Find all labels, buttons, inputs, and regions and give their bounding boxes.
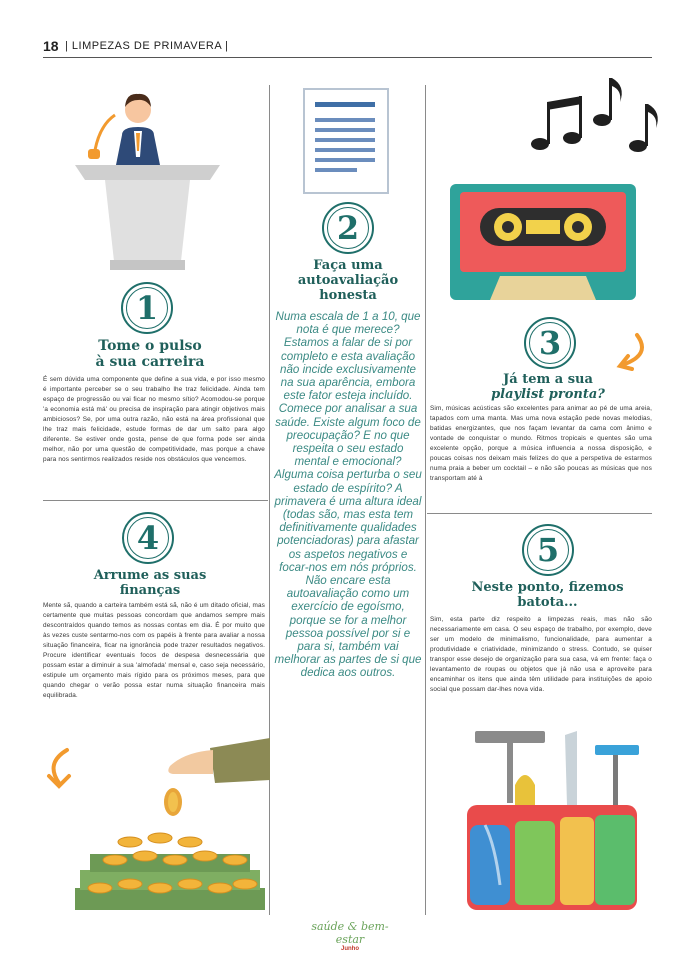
orange-arrow-icon xyxy=(612,330,652,375)
money-hand-illustration xyxy=(45,738,270,913)
section-2-body: Numa escala de 1 a 10, que nota é que merece? Estamos a falar de si por completo e esta avaliação não incide exclusivamente na sua aparência, embora este fator esteja incluído. Comece por analisar a sua saúde. Existe algum foco de preocupação? E no que respeita o seu estado mental e emocional? Alguma coisa perturba o seu estado de espírito? A primavera é uma altura ideal (todas são, mas esta tem definitivamente qualidades potenciadoras) para afastar os aspetos negativos e focar-nos em nós próprios. Não encare esta autoavaliação como um exercício de egoísmo, porque se for a melhor pessoa possível por si e para si, também vai melhorar as partes de si que dedica aos outros. xyxy=(274,310,422,680)
section-5-title-line1: Neste ponto, fizemos xyxy=(471,580,624,595)
section-2-title-line3: honesta xyxy=(319,288,377,303)
page-header xyxy=(43,38,652,58)
number-3-badge: 3 xyxy=(524,317,576,369)
section-1-title-line1: Tome o pulso xyxy=(98,338,202,354)
section-4-title-line2: finanças xyxy=(119,583,181,598)
section-5-body: Sim, esta parte diz respeito a limpezas reais, mas não são necessariamente em casa. O seu espaço de trabalho, por exemplo, deve ser um modelo de minimalismo, funcionalidade, para aumentar a produtividade e criatividade, minimizando o stress. Contudo, se quiser transpor esse desejo de organização para sua casa, vá em frente: faça o levantamento de roupas ou objetos que já não usa e aproveite para encaminhar os itens que ainda têm utilidade para instituições de apoio social que possam dar-lhes nova vida. xyxy=(430,616,652,693)
speaker-podium-illustration xyxy=(70,85,220,275)
section-title: | LIMPEZAS DE PRIMAVERA | xyxy=(65,40,229,52)
document-icon xyxy=(303,88,393,198)
section-2-title-line2: autoavaliação xyxy=(297,273,399,288)
page-number: 18 xyxy=(43,38,59,54)
number-2-badge: 2 xyxy=(322,202,374,254)
footer-sub: Junho xyxy=(341,946,359,952)
number-5-badge: 5 xyxy=(522,524,574,576)
footer-brand: saúde & bem-estar xyxy=(311,920,389,946)
cleaning-supplies-illustration xyxy=(455,725,645,915)
section-3-body: Sim, músicas acústicas são excelentes para animar ao pé de uma areia, tapados com uma manta. Mas uma nova estação pede novas melodias, batidas energizantes, que nos façam levantar da cama com ânimo e vontade de conquistar o mundo. Ritmos tropicais e quentes são uma excelente opção, porque a música influencia a nossa disposição, e poucas coisas nos deixam mais felizes do que a perspetiva de estarmos numa praia a beber um cocktail – e não são poucas as músicas que nos transportam até à xyxy=(430,405,652,482)
footer-logo xyxy=(300,920,400,952)
section-4-body: Mente sã, quando a carteira também está sã, não é um ditado oficial, mas certamente que muitas pessoas concordam que andamos sempre mais descontraídos quando temos as nossas contas em dia. É por muito que às vezes custe sentarmo-nos com os papéis à frente para avaliar a nossa situação financeira, ficar na ignorância pode trazer resultados negativos. Procure identificar eventuais focos de despesa desnecessária que possam estar a diminuir a sua 'almofada' mensal e, caso seja necessário, estipule um orçamento mais rígido para os próximos meses, para que quando chegar o verão possa estar numa situação financeira mais equilibrada. xyxy=(43,602,265,699)
section-1-body: É sem dúvida uma componente que define a sua vida, e por isso mesmo é importante perceber se o seu trabalho lhe traz felicidade. Ainda tem espaço de progressão ou vai ficar no mesmo sítio? Acomodou-se porque 'a economia está má' ou precisa de inspiração para atingir objetivos mais ambiciosos? Se, por uma outra razão, não está na área profissional que lhe traz mais felicidade, estude formas de dar um salto para algo diferente. Se estiver onde gosta, pense de que forma pode ser ainda melhor, não por uma questão de competitividade, mas porque a chave para nos sentirmos realizados reside nos obstáculos que vencemos. xyxy=(43,376,265,463)
number-4-badge: 4 xyxy=(122,512,174,564)
number-1-badge: 1 xyxy=(121,282,173,334)
section-3-title-line2: playlist pronta? xyxy=(491,387,605,402)
row-divider-right xyxy=(427,513,652,514)
section-3-title-line1: Já tem a sua xyxy=(503,372,593,387)
cassette-tape-icon xyxy=(450,178,640,303)
section-5-title-line2: batota... xyxy=(517,595,578,610)
section-5-title xyxy=(440,580,655,610)
section-2-title xyxy=(274,258,422,303)
section-2-title-line1: Faça uma xyxy=(313,258,383,273)
section-3-title xyxy=(448,372,648,402)
section-1-title-line2: à sua carreira xyxy=(95,354,205,370)
music-notes-icon xyxy=(528,72,668,162)
row-divider-left xyxy=(43,500,268,501)
section-4-title-line1: Arrume as suas xyxy=(93,568,207,583)
section-4-title xyxy=(60,568,240,598)
column-divider-right xyxy=(425,85,426,915)
section-1-title xyxy=(60,338,240,370)
